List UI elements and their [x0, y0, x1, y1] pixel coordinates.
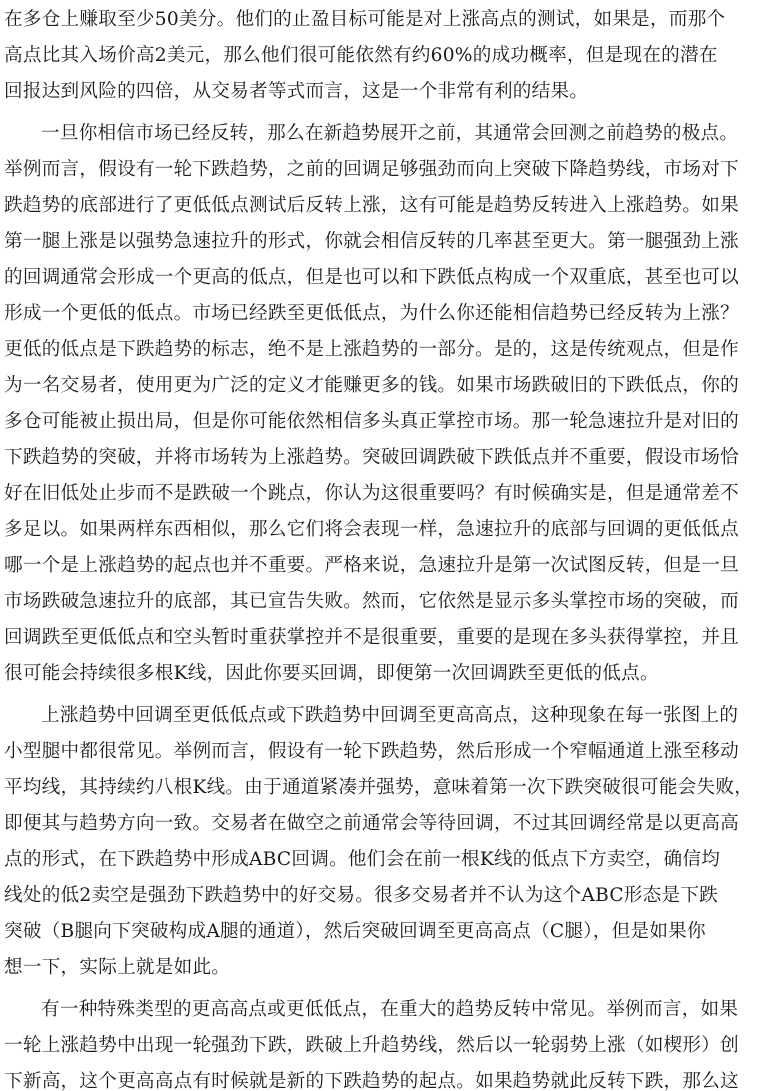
text-line: 好在旧低处止步而不是跌破一个跳点，你认为这很重要吗？有时候确实是，但是通常差不 [4, 483, 739, 504]
text-line: 第一腿上涨是以强势急速拉升的形式，你就会相信反转的几率甚至更大。第一腿强劲上涨 [4, 231, 739, 252]
text-line: 即便其与趋势方向一致。交易者在做空之前通常会等待回调，不过其回调经常是以更高高 [4, 813, 739, 834]
text-line: 多仓可能被止损出局，但是你可能依然相信多头真正掌控市场。那一轮急速拉升是对旧的 [4, 411, 739, 432]
text-line: 多足以。如果两样东西相似，那么它们将会表现一样，急速拉升的底部与回调的更低低点 [4, 519, 739, 540]
text-line: 下跌趋势的突破，并将市场转为上涨趋势。突破回调跌破下跌低点并不重要，假设市场恰 [4, 447, 739, 468]
text-line: 点的形式，在下跌趋势中形成ABC回调。他们会在前一根K线的低点下方卖空，确信均 [4, 849, 721, 870]
text-line: 很可能会持续很多根K线，因此你要买回调，即便第一次回调跌至更低的低点。 [4, 663, 659, 684]
text-line: 回报达到风险的四倍，从交易者等式而言，这是一个非常有利的结果。 [4, 81, 589, 102]
paragraph-first-line: 上涨趋势中回调至更低低点或下跌趋势中回调至更高高点，这种现象在每一张图上的 [41, 705, 739, 726]
paragraph-first-line: 有一种特殊类型的更高高点或更低低点，在重大的趋势反转中常见。举例而言，如果 [41, 999, 739, 1020]
text-line: 跌趋势的底部进行了更低低点测试后反转上涨，这有可能是趋势反转进入上涨趋势。如果 [4, 195, 739, 216]
text-line: 举例而言，假设有一轮下跌趋势，之前的回调足够强劲而向上突破下降趋势线，市场对下 [4, 159, 739, 180]
text-line: 下新高，这个更高高点有时候就是新的下跌趋势的起点。如果趋势就此反转下跌，那么这 [4, 1071, 739, 1091]
paragraph-first-line: 一旦你相信市场已经反转，那么在新趋势展开之前，其通常会回测之前趋势的极点。 [41, 123, 739, 144]
text-line: 形成一个更低的低点。市场已经跌至更低低点，为什么你还能相信趋势已经反转为上涨？ [4, 303, 739, 324]
text-line: 市场跌破急速拉升的底部，其已宣告失败。然而，它依然是显示多头掌控市场的突破，而 [4, 591, 739, 612]
text-line: 平均线，其持续约八根K线。由于通道紧凑并强势，意味着第一次下跌突破很可能会失败， [4, 777, 754, 798]
text-line: 的回调通常会形成一个更高的低点，但是也可以和下跌低点构成一个双重底，甚至也可以 [4, 267, 739, 288]
text-line: 高点比其入场价高2美元，那么他们很可能依然有约60%的成功概率，但是现在的潜在 [4, 45, 718, 66]
text-line: 哪一个是上涨趋势的起点也并不重要。严格来说，急速拉升是第一次试图反转，但是一旦 [4, 555, 739, 576]
text-line: 线处的低2卖空是强劲下跌趋势中的好交易。很多交易者并不认为这个ABC形态是下跌 [4, 885, 719, 906]
text-line: 一轮上涨趋势中出现一轮强劲下跌，跌破上升趋势线，然后以一轮弱势上涨（如楔形）创 [4, 1035, 739, 1056]
text-line: 在多仓上赚取至少50美分。他们的止盈目标可能是对上涨高点的测试，如果是，而那个 [4, 9, 726, 30]
text-line: 回调跌至更低低点和空头暂时重获掌控并不是很重要，重要的是现在多头获得掌控，并且 [4, 627, 739, 648]
text-line: 突破（B腿向下突破构成A腿的通道），然后突破回调至更高高点（C腿），但是如果你 [4, 921, 706, 942]
text-line: 为一名交易者，使用更为广泛的定义才能赚更多的钱。如果市场跌破旧的下跌低点，你的 [4, 375, 739, 396]
document-page [4, 2, 756, 1091]
text-line: 小型腿中都很常见。举例而言，假设有一轮下跌趋势，然后形成一个窄幅通道上涨至移动 [4, 741, 739, 762]
text-line: 想一下，实际上就是如此。 [4, 957, 231, 978]
text-line: 更低的低点是下跌趋势的标志，绝不是上涨趋势的一部分。是的，这是传统观点，但是作 [4, 339, 739, 360]
